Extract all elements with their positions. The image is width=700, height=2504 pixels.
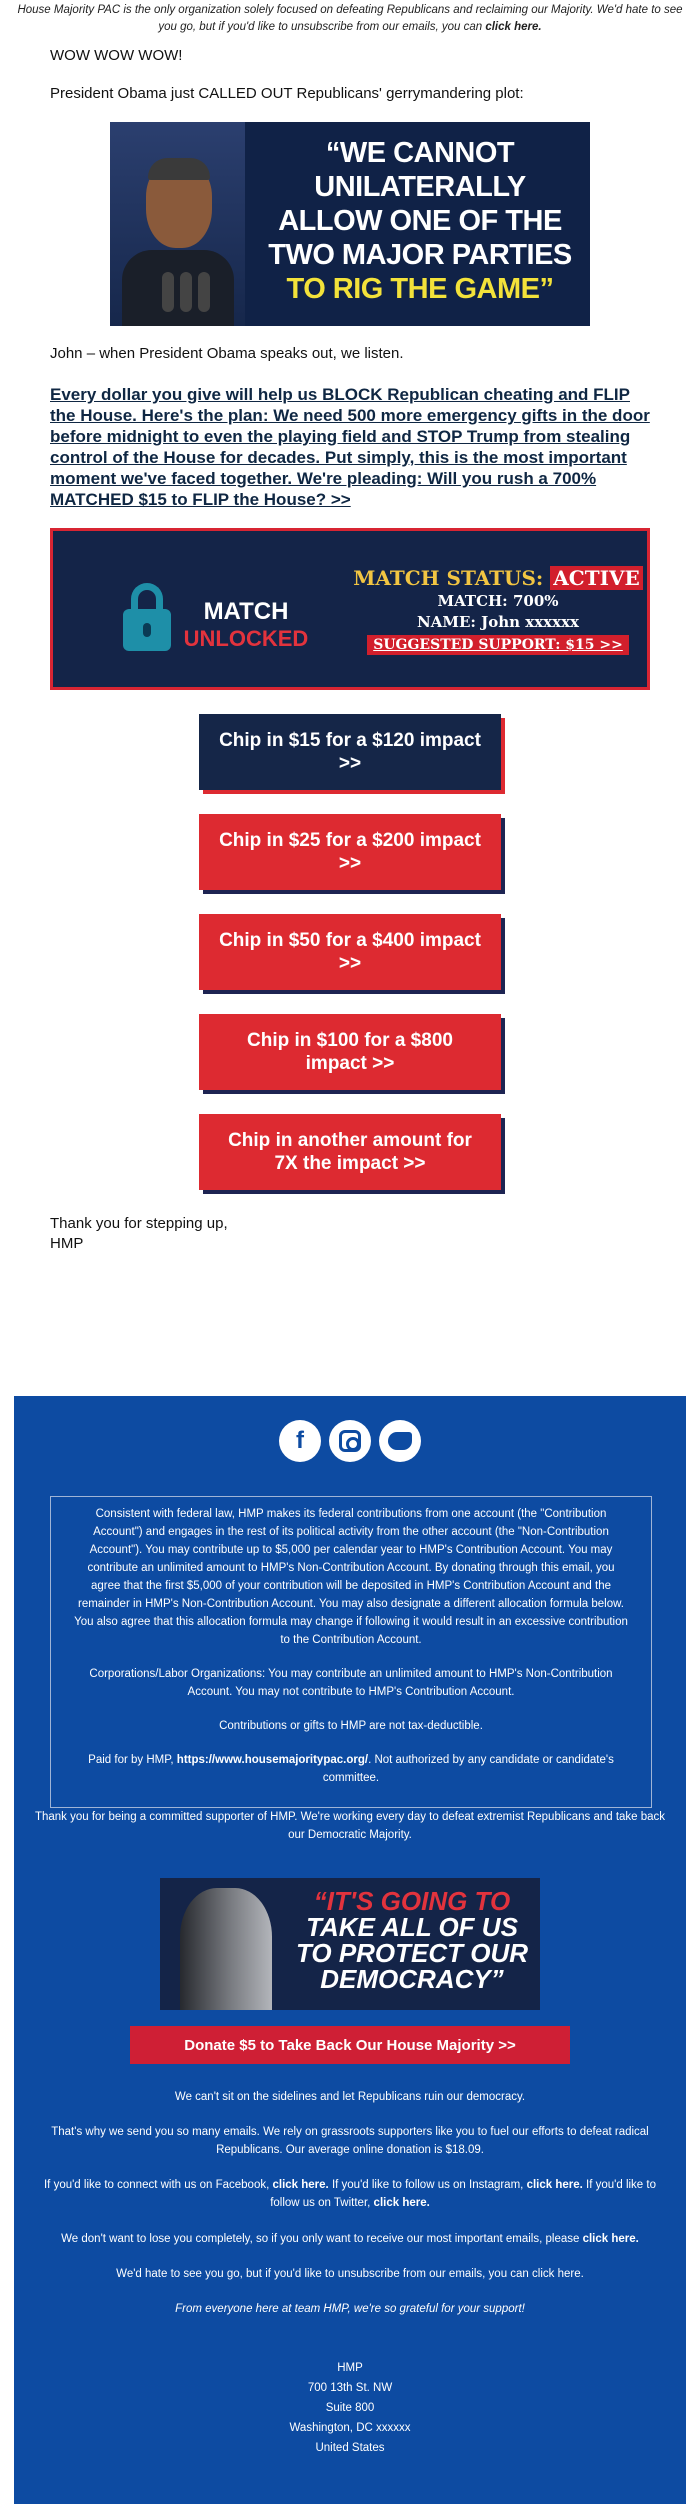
chip-in-50-button[interactable]: Chip in $50 for a $400 impact >> bbox=[199, 914, 501, 990]
headline: President Obama just CALLED OUT Republicans' gerrymandering plot: bbox=[50, 85, 524, 102]
banner-quote-white: “WE CANNOT UNILATERALLY ALLOW ONE OF THE TWO MAJOR PARTIES bbox=[268, 137, 572, 271]
donate-5-button[interactable]: Donate $5 to Take Back Our House Majority >> bbox=[130, 2026, 570, 2064]
grassroots-text: That's why we send you so many emails. We rely on grassroots supporters like you to fuel our efforts to defeat radical Republicans. Our average online donation is $18.09. bbox=[51, 2126, 649, 2156]
obama-quote-banner[interactable] bbox=[110, 122, 590, 326]
instagram-icon[interactable] bbox=[329, 1420, 371, 1462]
unsubscribe-link[interactable]: click here. bbox=[532, 2268, 584, 2280]
address-city: Washington, DC xxxxxx bbox=[289, 2422, 411, 2434]
status-label: MATCH STATUS: bbox=[353, 566, 544, 590]
banner-quote-yellow: TO RIG THE GAME” bbox=[286, 273, 554, 305]
status-active-badge: ACTIVE bbox=[550, 566, 642, 590]
top-unsubscribe-link[interactable]: click here. bbox=[485, 21, 542, 33]
chip-in-15-button[interactable]: Chip in $15 for a $120 impact >> bbox=[199, 714, 501, 790]
suggested-support-link[interactable]: SUGGESTED SUPPORT: $15 >> bbox=[367, 635, 629, 655]
address-street: 700 13th St. NW bbox=[307, 2382, 393, 2394]
disclaimer-tax: Contributions or gifts to HMP are not tax-deductible. bbox=[219, 1720, 483, 1732]
hmp-website-link[interactable]: https://www.housemajoritypac.org/ bbox=[176, 1754, 369, 1766]
sidelines-text: We can't sit on the sidelines and let Republicans ruin our democracy. bbox=[174, 2091, 526, 2103]
grateful-text: From everyone here at team HMP, we're so grateful for your support! bbox=[175, 2303, 525, 2315]
paid-for-by: Paid for by HMP, https://www.housemajoritypac.org/. Not authorized by any candidate or candidate's committee. bbox=[88, 1754, 614, 1784]
greeting: WOW WOW WOW! bbox=[50, 47, 183, 64]
match-percent: MATCH: 700% bbox=[437, 592, 559, 610]
disclaimer-contribution: Consistent with federal law, HMP makes its federal contributions from one account (the "Contribution Account") and engages in the rest of its political activity from the other account (the "Non-Contribution Account"). You may contribute up to $5,000 per calendar year to HMP's Contribution Account. You may contribute an unlimited amount to HMP's Non-Contribution Account. By donating through this email, you agree that the first $5,000 of your contribution will be deposited in HMP's Contribution Account and the remainder in HMP's Non-Contribution Account. You may also designate a different allocation formula below. You also agree that this allocation formula may change if following it would result in an excessive contribution to the Contribution Account. bbox=[74, 1508, 628, 1646]
top-note-text: House Majority PAC is the only organization solely focused on defeating Republicans and reclaiming our Majority. We'd hate to see you go, but if you'd like to unsubscribe from our emails, you can bbox=[17, 4, 683, 33]
appeal-link[interactable]: Every dollar you give will help us BLOCK Republican cheating and FLIP the House. Here's the plan: We need 500 more emergency gifts in the door before midnight to even the playing field and STOP Trump from stealing control of the House for decades. Put simply, this is the most important moment we've faced together. We're pleading: Will you rush a 700% MATCHED $15 to FLIP the House? >> bbox=[50, 385, 650, 509]
footer bbox=[14, 1396, 686, 2504]
chip-in-other-button[interactable]: Chip in another amount for 7X the impact >> bbox=[199, 1114, 501, 1190]
signoff-name: HMP bbox=[50, 1235, 84, 1252]
social-connect-text: If you'd like to connect with us on Facebook, click here. If you'd like to follow us on Instagram, click here. If you'd like to follow us on Twitter, click here. bbox=[43, 2179, 656, 2209]
banner-quote bbox=[260, 136, 580, 306]
important-emails-text: We don't want to lose you completely, so if you only want to receive our most important emails, please click here. bbox=[61, 2233, 639, 2245]
supporter-thanks: Thank you for being a committed supporter of HMP. We're working every day to defeat extremist Republicans and take back our Democratic Majority. bbox=[34, 1811, 666, 1841]
donor-name: NAME: John xxxxxx bbox=[417, 613, 579, 631]
match-status-block bbox=[353, 565, 643, 655]
twitter-link[interactable]: click here. bbox=[373, 2197, 430, 2209]
chip-in-100-button[interactable]: Chip in $100 for a $800 impact >> bbox=[199, 1014, 501, 1090]
address-suite: Suite 800 bbox=[325, 2402, 375, 2414]
match-status-banner[interactable] bbox=[50, 528, 650, 690]
democracy-quote: “IT'S GOING TO TAKE ALL OF US TO PROTECT OUR DEMOCRACY” bbox=[295, 1886, 529, 1994]
instagram-link[interactable]: click here. bbox=[526, 2179, 583, 2191]
legal-disclaimer bbox=[50, 1496, 652, 1808]
match-word: MATCH bbox=[203, 598, 289, 625]
facebook-link[interactable]: click here. bbox=[272, 2179, 329, 2191]
top-note bbox=[0, 0, 700, 36]
facebook-icon[interactable]: f bbox=[279, 1420, 321, 1462]
unsubscribe-text: We'd hate to see you go, but if you'd like to unsubscribe from our emails, you can click here. bbox=[116, 2268, 584, 2280]
democracy-quote-banner[interactable] bbox=[160, 1878, 540, 2010]
signoff-line: Thank you for stepping up, bbox=[50, 1215, 228, 1232]
obama-portrait bbox=[180, 1888, 272, 2010]
twitter-icon[interactable] bbox=[379, 1420, 421, 1462]
important-emails-link[interactable]: click here. bbox=[582, 2233, 639, 2245]
john-line: John – when President Obama speaks out, we listen. bbox=[50, 345, 404, 362]
address-org: HMP bbox=[337, 2362, 363, 2374]
chip-in-25-button[interactable]: Chip in $25 for a $200 impact >> bbox=[199, 814, 501, 890]
signoff bbox=[50, 1214, 650, 1254]
unlocked-word: UNLOCKED bbox=[183, 626, 309, 651]
disclaimer-corporations: Corporations/Labor Organizations: You may contribute an unlimited amount to HMP's Non-Contribution Account. You may not contribute to HMP's Contribution Account. bbox=[89, 1668, 613, 1698]
social-links bbox=[14, 1420, 686, 1462]
obama-photo bbox=[110, 122, 245, 326]
email-body bbox=[0, 36, 700, 1254]
mailing-address bbox=[14, 2358, 686, 2458]
address-country: United States bbox=[315, 2442, 385, 2454]
donation-buttons bbox=[50, 714, 650, 1190]
